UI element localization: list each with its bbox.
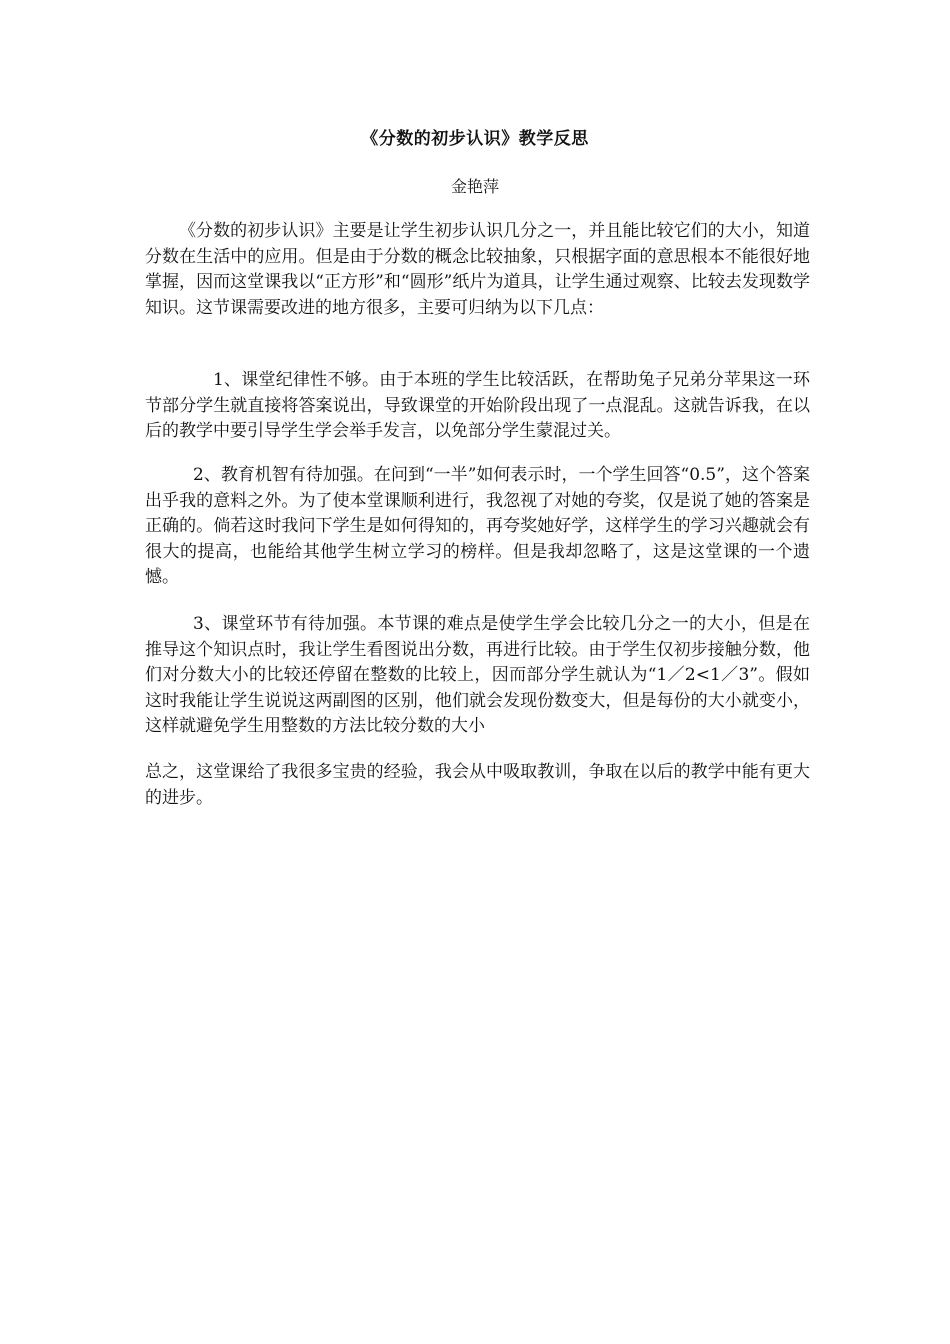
paragraph-intro: 《分数的初步认识》主要是让学生初步认识几分之一，并且能比较它们的大小，知道分数在生活中的应用。但是由于分数的概念比较抽象，只根据字面的意思根本不能很好地掌握，因而这堂课我以“正方形”和“圆形”纸片为道具，让学生通过观察、比较去发现数学知识。这节课需要改进的地方很多，主要可归纳为以下几点： bbox=[145, 221, 810, 318]
paragraph-point-2: 2、教育机智有待加强。在问到“一半”如何表示时，一个学生回答“0.5”，这个答案出乎我的意料之外。为了使本堂课顺利进行，我忽视了对她的夸奖，仅是说了她的答案是正确的。倘若这时我问下学生是如何得知的，再夸奖她好学，这样学生的学习兴趣就会有很大的提高，也能给其他学生树立学习的榜样。但是我却忽略了，这是这堂课的一个遗憾。 bbox=[145, 465, 810, 587]
paragraph-point-3: 3、课堂环节有待加强。本节课的难点是使学生学会比较几分之一的大小，但是在推导这个知识点时，我让学生看图说出分数，再进行比较。由于学生仅初步接触分数，他们对分数大小的比较还停留在整数的比较上，因而部分学生就认为“1／2<1／3”。假如这时我能让学生说说这两副图的区别，他们就会发现份数变大，但是每份的大小就变小，这样就避免学生用整数的方法比较分数的大小 bbox=[145, 614, 810, 736]
paragraph-conclusion: 总之，这堂课给了我很多宝贵的经验，我会从中吸取教训，争取在以后的教学中能有更大的进步。 bbox=[145, 762, 810, 808]
document-author: 金艳萍 bbox=[450, 177, 499, 196]
paragraph-point-1: 1、课堂纪律性不够。由于本班的学生比较活跃，在帮助兔子兄弟分苹果这一环节部分学生就直接将答案说出，导致课堂的开始阶段出现了一点混乱。这就告诉我，在以后的教学中要引导学生学会举手发言，以免部分学生蒙混过关。 bbox=[145, 370, 810, 441]
document-title: 《分数的初步认识》教学反思 bbox=[361, 129, 589, 149]
